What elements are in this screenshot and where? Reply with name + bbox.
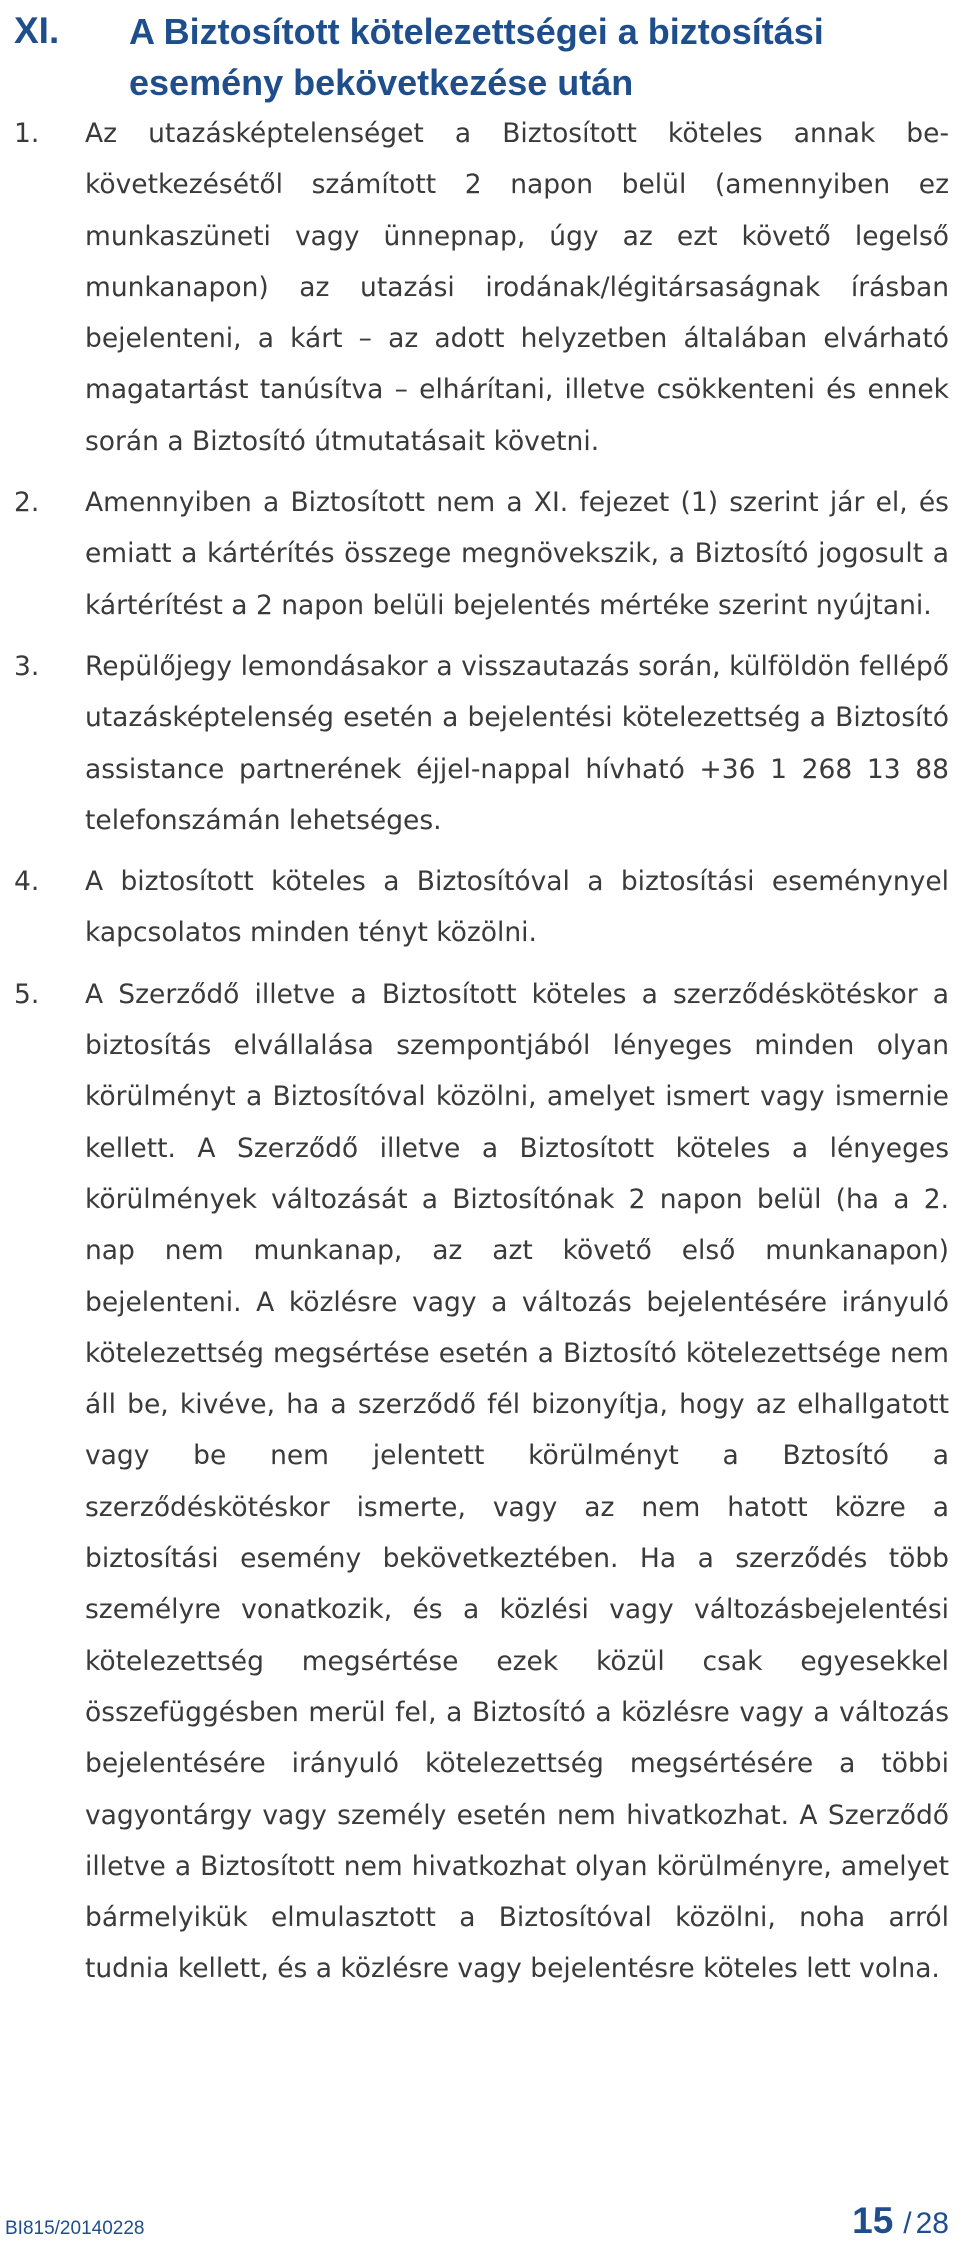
section-title: A Biztosított kötelezettségei a biztosítási esemény bekövetkezése után (129, 11, 824, 103)
list-item-text: A biztosított köteles a Biztosítóval a biztosítási eseménynyel kapcsolatos minden tényt közölni. (85, 866, 949, 949)
list-item-text: A Szerződő illetve a Biztosított köteles a szerződéskötéskor a biztosítás elvállalása szempontjából lényeges minden olyan körülményt a Biztosítóval közölni, amelyet ismert vagy ismernie kellett. A Szerződő illetve a Biztosított köteles a lényeges körülmények változását a Biztosítónak 2 napon belül (ha a 2. nap nem munkanap, az azt követő első munkanapon) bejelenteni. A közlésre vagy a változás bejelentésére irányuló kötelezettség megsértése esetén a Biztosító kötelezettsége nem áll be, kivéve, ha a szerződő fél bizonyítja, hogy az elhallgatott vagy be nem jelentett körülményt a Bztosító a szerződéskötéskor ismerte, vagy az nem hatott közre a biztosítási esemény bekövetkeztében. Ha a szerződés több személyre vonatkozik, és a közlési vagy változásbejelentési kötelezettség megsértése ezek közül csak egyesekkel összefüggésben merül fel, a Biztosító a közlésre vagy a változás bejelentésére irányuló kötelezettség megsértésére a többi vagyontárgy vagy személy esetén nem hivatkozhat. A Szerződő illetve a Biztosított nem hivatkozhat olyan körülményre, amelyet bármelyikük elmulasztott a Biztosítóval közölni, noha arról tudnia kellett, és a közlésre vagy bejelentésre köteles lett volna. (85, 978, 949, 1985)
page-footer (0, 2200, 960, 2250)
list-item-number: 2. (14, 487, 40, 519)
list-item-number: 5. (14, 978, 40, 1010)
list-item-number: 3. (14, 650, 40, 682)
list-item-2 (14, 477, 949, 631)
list-item-5 (14, 969, 949, 1995)
page-number (852, 2200, 949, 2242)
list-item-number: 4. (14, 866, 40, 898)
page-separator: / (903, 2207, 912, 2240)
numbered-list (14, 108, 949, 2005)
list-item-text: Repülőjegy lemondásakor a visszautazás során, külföldön fellépő utazásképtelenség esetén a bejelentési kötelezettség a Biztosító assistance partnerének éjjel-nappal hívható +36 1 268 13 88 telefonszámán lehetséges. (85, 650, 949, 836)
list-item-text: Amennyiben a Biztosított nem a XI. fejezet (1) szerint jár el, és emiatt a kártérítés összege megnövekszik, a Biztosító jogosult a kártérítést a 2 napon belüli bejelentés mértéke szerint nyújtani. (85, 487, 949, 621)
current-page-number: 15 (852, 2200, 894, 2241)
list-item-1 (14, 108, 949, 467)
total-pages: 28 (915, 2207, 949, 2240)
list-item-4 (14, 856, 949, 959)
document-code: BI815/20140228 (5, 2218, 145, 2239)
list-item-number: 1. (14, 118, 40, 149)
section-number: XI. (14, 10, 60, 51)
list-item-text: Az utazásképtelenséget a Biztosított köteles annak bekövetkezésétől számított 2 napon belül (amennyiben ez munkaszüneti vagy ünnepnap, úgy az ezt követő legelső munkanapon) az utazási irodának/légitársaságnak írásban bejelenteni, a kárt – az adott helyzetben általában elvárható magatartást tanúsítva – elhárítani, illetve csökkenteni és ennek során a Biztosító útmutatásait követni. (85, 118, 949, 457)
list-item-3 (14, 641, 949, 846)
